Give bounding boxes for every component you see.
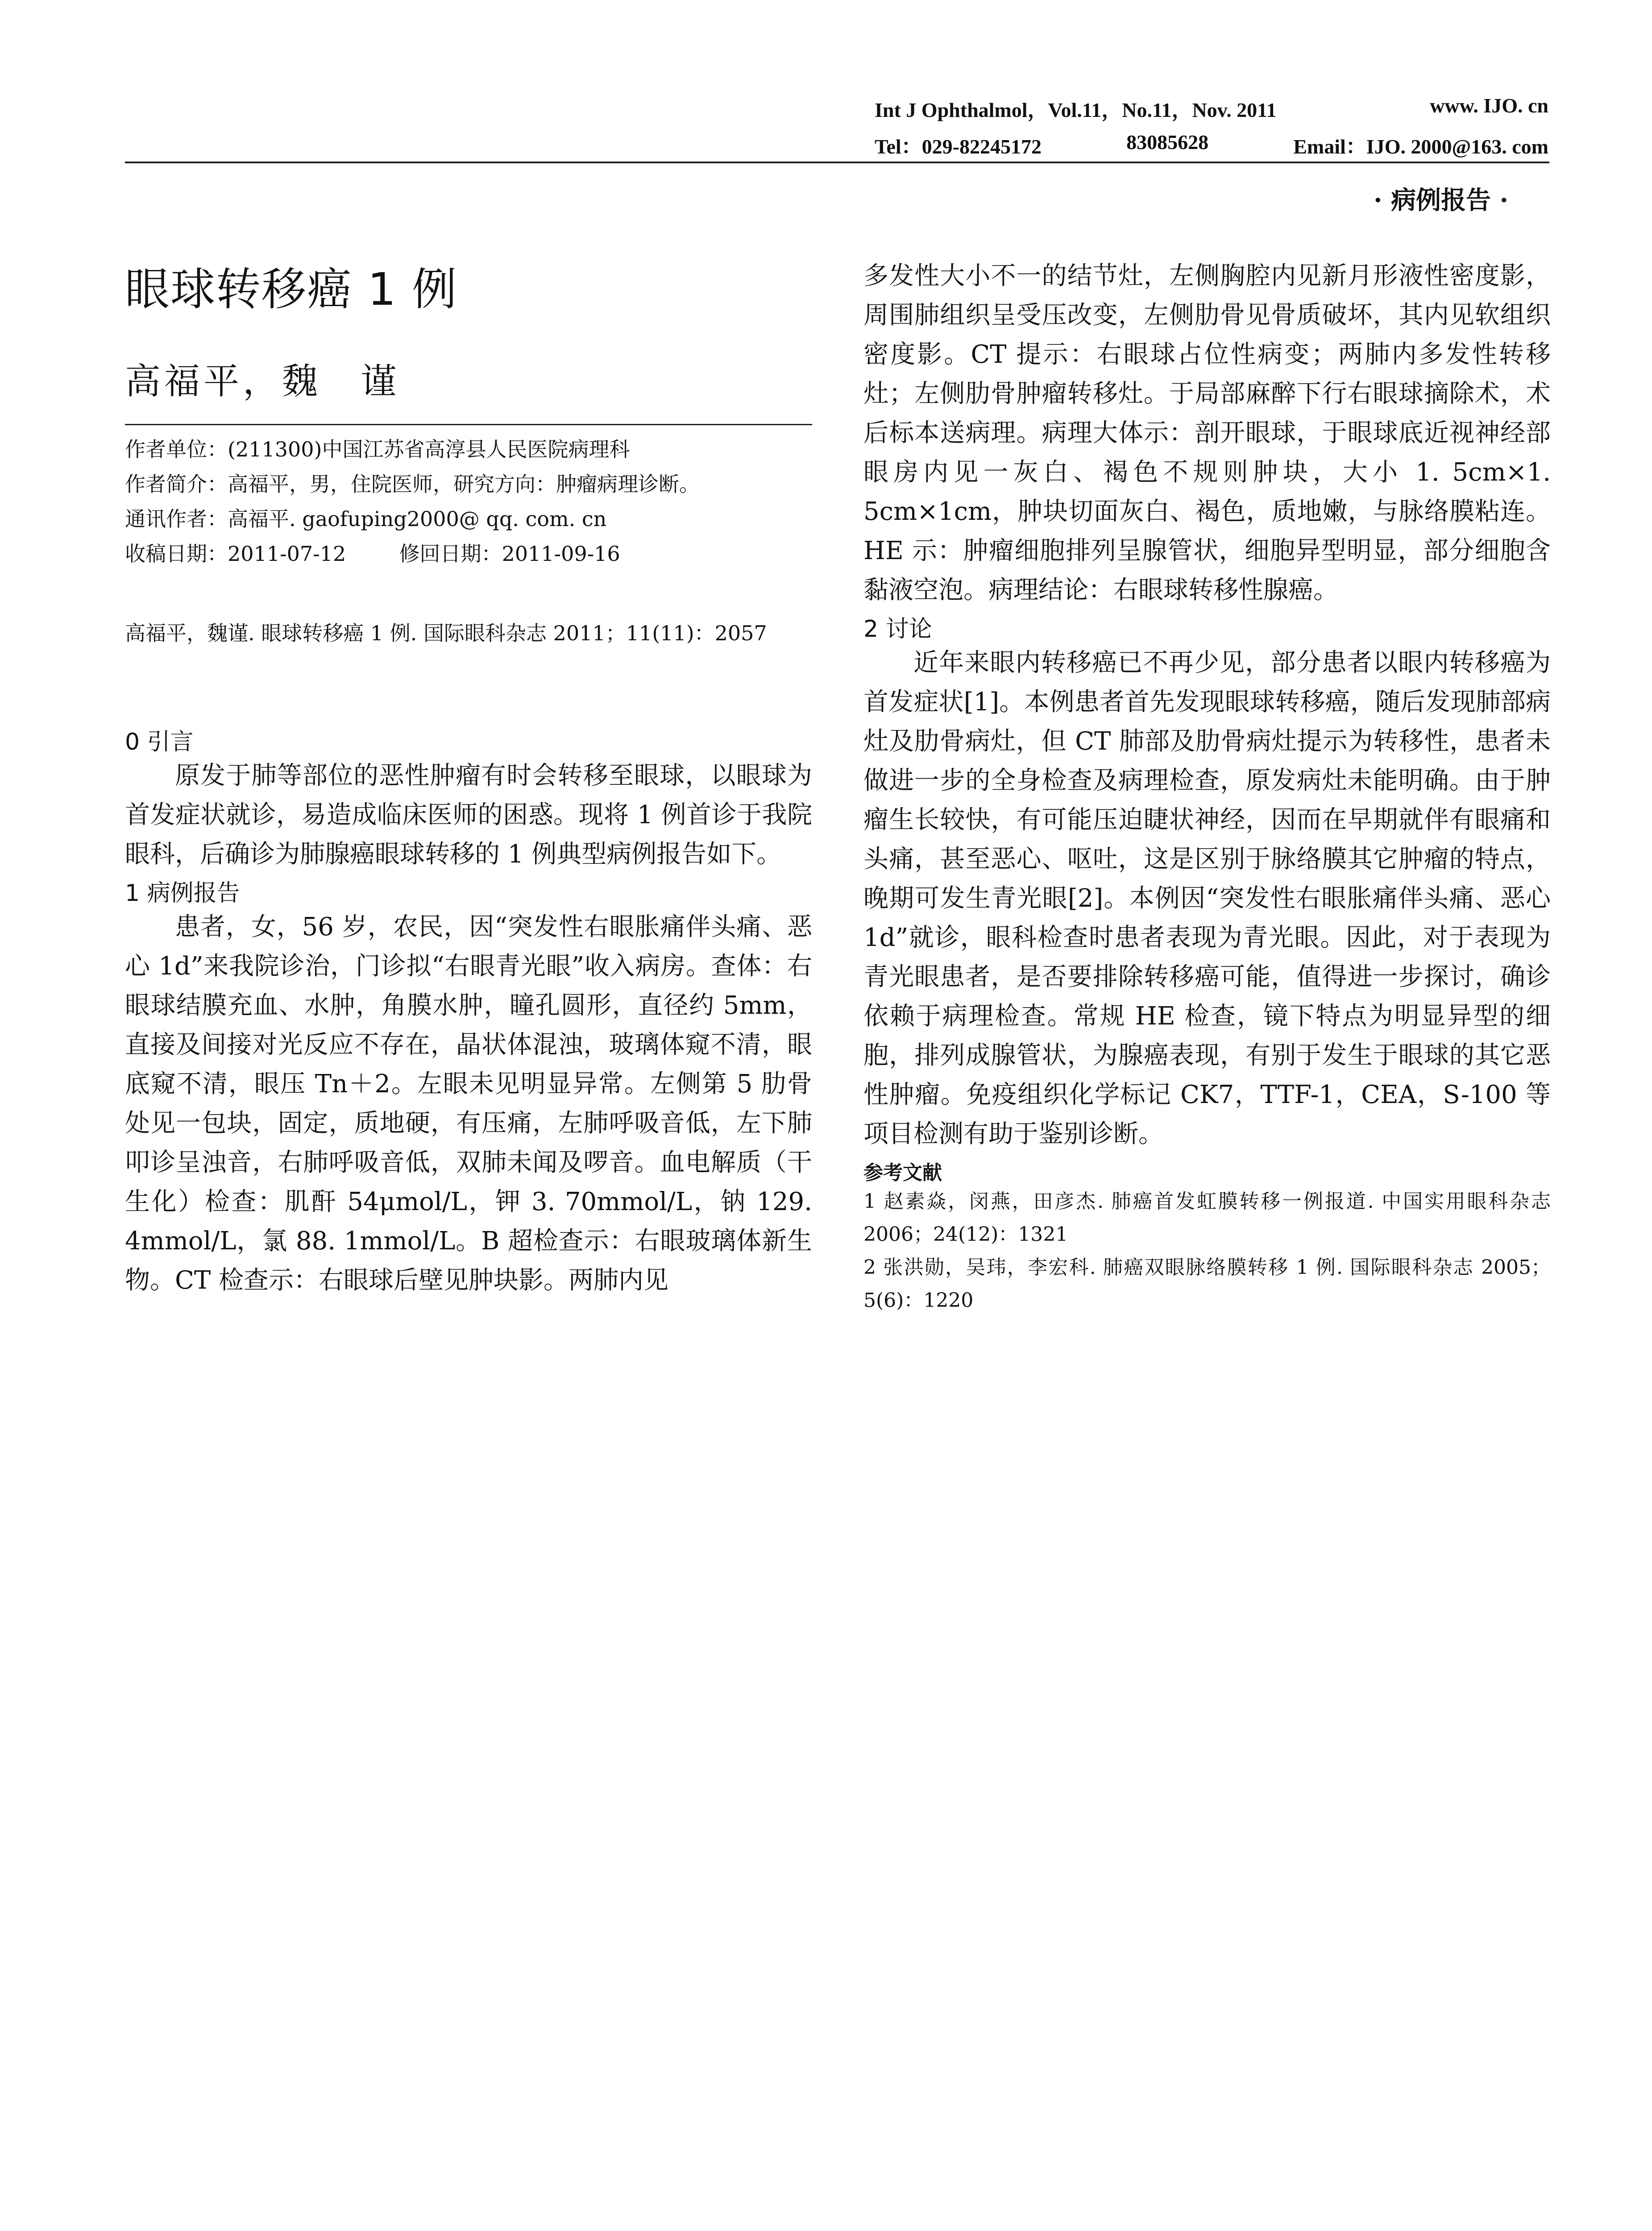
header-rule	[125, 162, 1549, 163]
received-date: 收稿日期：2011-07-12	[125, 542, 346, 566]
case-heading: 1 病例报告	[125, 880, 240, 907]
article-authors: 高福平，魏 谨	[125, 361, 400, 402]
left-column	[125, 723, 812, 1300]
running-header-journal	[875, 94, 1548, 123]
article-meta	[125, 432, 812, 571]
discussion-text: 近年来眼内转移癌已不再少见，部分患者以眼内转移癌为首发症状[1]。本例患者首先发现眼球转移癌，随后发现肺部病灶及肋骨病灶，但 CT 肺部及肋骨病灶提示为转移性，患者未做进一步的全身检查及病理检查，原发病灶未能明确。由于肿瘤生长较快，有可能压迫睫状神经，因而在早期就伴有眼痛和头痛，甚至恶心、呕吐，这是区别于脉络膜其它肿瘤的特点，晚期可发生青光眼[2]。本例因“突发性右眼胀痛伴头痛、恶心 1d”就诊，眼科检查时患者表现为青光眼。因此，对于表现为青光眼患者，是否要排除转移癌可能，值得进一步探讨，确诊依赖于病理检查。常规 HE 检查，镜下特点为明显异型的细胞，排列成腺管状，为腺癌表现，有别于发生于眼球的其它恶性肿瘤。免疫组织化学标记 CK7，TTF-1，CEA，S-100 等项目检测有助于鉴别诊断。	[863, 648, 1551, 1149]
revised-date: 修回日期：2011-09-16	[399, 542, 620, 566]
right-column	[863, 257, 1551, 1317]
journal-tel2: 83085628	[1126, 131, 1209, 153]
intro-heading: 0 引言	[125, 729, 194, 755]
dates	[125, 536, 812, 571]
case-text-left: 患者，女，56 岁，农民，因“突发性右眼胀痛伴头痛、恶心 1d”来我院诊治，门诊拟“右眼青光眼”收入病房。查体：右眼球结膜充血、水肿，角膜水肿，瞳孔圆形，直径约 5mm，直接及间接对光反应不存在，晶状体混浊，玻璃体窥不清，眼底窥不清，眼压 Tn＋2。左眼未见明显异常。左侧第 5 肋骨处见一包块，固定，质地硬，有压痛，左肺呼吸音低，左下肺叩诊呈浊音，右肺呼吸音低，双肺未闻及啰音。血电解质（干生化）检查：肌酐 54μmol/L，钾 3. 70mmol/L，钠 129. 4mmol/L，氯 88. 1mmol/L。B 超检查示：右眼玻璃体新生物。CT 检查示：右眼球后壁见肿块影。两肺内见	[125, 912, 812, 1295]
reference-item: 2 张洪勋，吴玮，李宏科. 肺癌双眼脉络膜转移 1 例. 国际眼科杂志 2005；5(6)：1220	[863, 1256, 1551, 1312]
journal-tel: Tel：029-82245172	[875, 135, 1042, 158]
section-tag: · 病例报告 ·	[1374, 186, 1508, 215]
intro-text: 原发于肺等部位的恶性肿瘤有时会转移至眼球，以眼球为首发症状就诊，易造成临床医师的困惑。现将 1 例首诊于我院眼科，后确诊为肺腺癌眼球转移的 1 例典型病例报告如下。	[125, 761, 812, 869]
references-heading: 参考文献	[863, 1161, 942, 1184]
running-header-contact	[875, 130, 1548, 160]
author-bio: 作者简介：高福平，男，住院医师，研究方向：肿瘤病理诊断。	[125, 472, 700, 496]
journal-website: www. IJO. cn	[1430, 94, 1548, 117]
reference-item: 1 赵素焱，闵燕，田彦杰. 肺癌首发虹膜转移一例报道. 中国实用眼科杂志 2006；24(12)：1321	[863, 1190, 1551, 1246]
discussion-paragraph	[863, 643, 1551, 1154]
citation: 高福平，魏谨. 眼球转移癌 1 例. 国际眼科杂志 2011；11(11)：2057	[125, 621, 767, 645]
affiliation: 作者单位：(211300)中国江苏省高淳县人民医院病理科	[125, 437, 630, 461]
case-text-right: 多发性大小不一的结节灶，左侧胸腔内见新月形液性密度影，周围肺组织呈受压改变，左侧肋骨见骨质破坏，其内见软组织密度影。CT 提示：右眼球占位性病变；两肺内多发性转移灶；左侧肋骨肿瘤转移灶。于局部麻醉下行右眼球摘除术，术后标本送病理。病理大体示：剖开眼球，于眼球底近视神经部眼房内见一灰白、褐色不规则肿块，大小 1. 5cm×1. 5cm×1cm，肿块切面灰白、褐色，质地嫩，与脉络膜粘连。HE 示：肿瘤细胞排列呈腺管状，细胞异型明显，部分细胞含黏液空泡。病理结论：右眼球转移性腺癌。	[863, 261, 1551, 605]
discussion-heading: 2 讨论	[863, 616, 932, 643]
intro-paragraph	[125, 756, 812, 874]
author-rule	[125, 424, 812, 425]
article-title: 眼球转移癌 1 例	[125, 263, 458, 315]
case-continued-paragraph	[863, 257, 1551, 610]
journal-email: Email：IJO. 2000@163. com	[1293, 135, 1548, 158]
corresponding-author: 通讯作者：高福平. gaofuping2000@ qq. com. cn	[125, 507, 607, 531]
journal-info: Int J Ophthalmol，Vol.11，No.11，Nov. 2011	[875, 99, 1277, 121]
case-paragraph	[125, 908, 812, 1300]
